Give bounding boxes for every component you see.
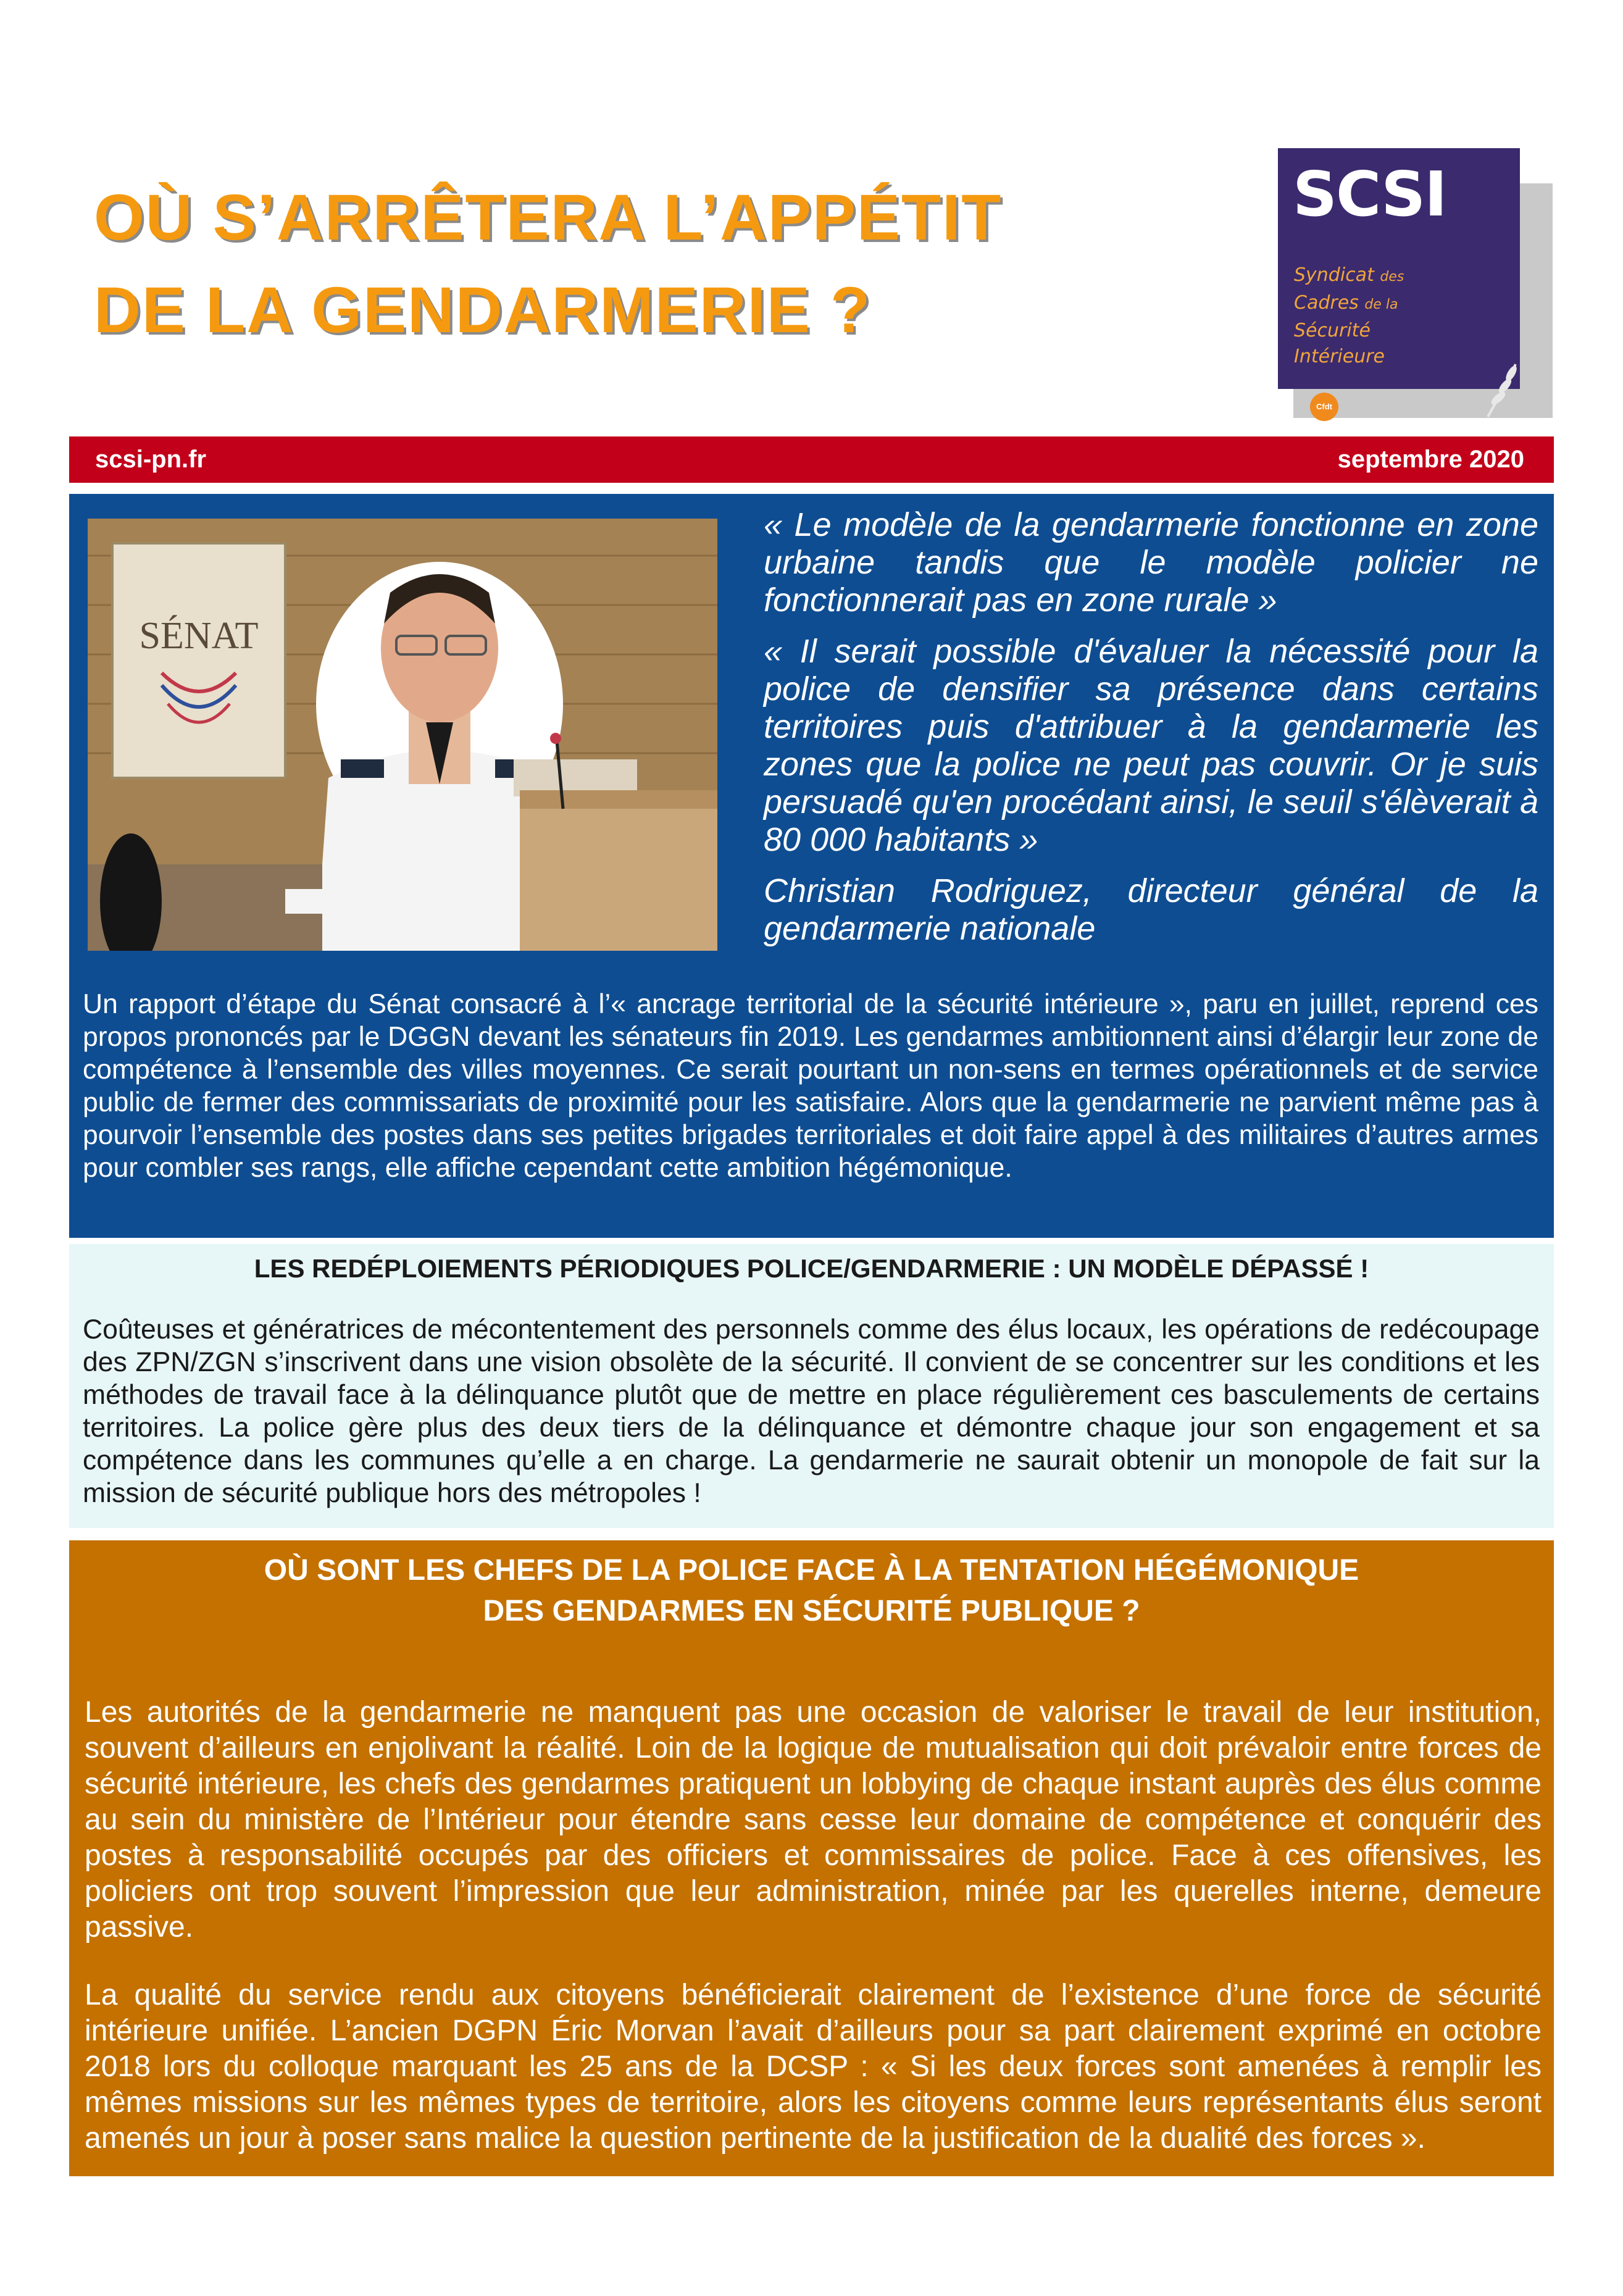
quote-2: « Il serait possible d'évaluer la nécessité pour la police de densifier sa présence dans certains territoires puis d'attribuer à la gendarmerie les zones que la police ne peut pas couvrir. Or je suis persuadé qu'en procédant ainsi, le seuil s'élèverait à 80 000 habitants » bbox=[764, 633, 1538, 858]
page-title bbox=[94, 172, 1267, 357]
site-link[interactable]: scsi-pn.fr bbox=[95, 446, 207, 473]
intro-section bbox=[69, 494, 1554, 1238]
redeployment-section bbox=[69, 1244, 1554, 1528]
intro-body: Un rapport d’étape du Sénat consacré à l’« ancrage territorial de la sécurité intérieure », paru en juillet, reprend ces propos prononcés par le DGGN devant les sénateurs fin 2019. Les gendarmes ambitionnent ainsi d’élargir leur zone de compétence à l’ensemble des villes moyennes. Ce serait pourtant un non-sens en termes opérationnels et de service public de fermer des commissariats de proximité pour les satisfaire. Alors que la gendarmerie ne parvient même pas à pourvoir l’ensemble des postes dans ses petites brigades territoriales et doit faire appel à des militaires d’autres armes pour combler ses rangs, elle affiche cependant cette ambition hégémonique. bbox=[83, 989, 1538, 1183]
laurel-icon bbox=[1482, 358, 1525, 420]
scsi-logo bbox=[1278, 148, 1520, 389]
logo-brand: SCSI bbox=[1293, 158, 1446, 230]
quote-attribution: Christian Rodriguez, directeur général de la gendarmerie nationale bbox=[764, 872, 1538, 947]
page-title-line-1: OÙ S’ARRÊTERA L’APPÉTIT bbox=[94, 182, 1003, 254]
police-chiefs-paragraph-1: Les autorités de la gendarmerie ne manquent pas une occasion de valoriser le travail de leur institution, souvent d’ailleurs en enjolivant la réalité. Loin de la logique de mutualisation qui doit prévaloir entre forces de sécurité intérieure, les chefs des gendarmes pratiquent un lobbying de chaque instant auprès des élus comme au sein du ministère de l’Intérieur pour étendre sans cesse leur domaine de compétence et conquérir des postes à responsabilité occupés par des officiers et commissaires de police. Face à ces offensives, les policiers ont trop souvent l’impression que leur administration, minée par les querelles interne, demeure passive. bbox=[85, 1696, 1542, 1943]
dggn-quotes bbox=[764, 506, 1538, 961]
quote-1: « Le modèle de la gendarmerie fonctionne en zone urbaine tandis que le modèle policier ne fonctionnerait pas en zone rurale » bbox=[764, 506, 1538, 619]
police-chiefs-heading: OÙ SONT LES CHEFS DE LA POLICE FACE À LA TENTATION HÉGÉMONIQUE DES GENDARMES EN SÉCURITÉ PUBLIQUE ? bbox=[264, 1554, 1359, 1627]
redeployment-heading: LES REDÉPLOIEMENTS PÉRIODIQUES POLICE/GENDARMERIE : UN MODÈLE DÉPASSÉ ! bbox=[254, 1254, 1369, 1283]
police-chiefs-paragraph-2: La qualité du service rendu aux citoyens bénéficierait clairement de l’existence d’une force de sécurité intérieure unifiée. L’ancien DGPN Éric Morvan l’avait d’ailleurs pour sa part clairement exprimé en octobre 2018 lors du colloque marquant les 25 ans de la DCSP : « Si les deux forces sont amenées à remplir les mêmes missions sur les mêmes types de territoire, alors les citoyens comme leurs représentants élus seront amenés un jour à poser sans malice la question pertinente de la justification de la dualité des forces ». bbox=[85, 1979, 1542, 2155]
police-chiefs-section bbox=[69, 1540, 1554, 2176]
police-chiefs-text bbox=[85, 1695, 1542, 2189]
issue-date: septembre 2020 bbox=[1337, 446, 1524, 473]
senate-sign-text: SÉNAT bbox=[139, 615, 259, 657]
header-band bbox=[69, 436, 1554, 483]
cfdt-badge: Cfdt bbox=[1310, 393, 1338, 421]
page-title-line-2: DE LA GENDARMERIE ? bbox=[94, 274, 872, 346]
senate-photo-illustration bbox=[88, 519, 717, 951]
redeployment-body: Coûteuses et génératrices de mécontentement des personnels comme des élus locaux, les opérations de redécoupage des ZPN/ZGN s’inscrivent dans une vision obsolète de la sécurité. Il convient de se concentrer sur les conditions et les méthodes de travail face à la délinquance plutôt que de mettre en place régulièrement ces basculements de certains territoires. La police gère plus des deux tiers de la délinquance et démontre chaque jour son engagement et sa compétence dans les communes qu’elle a en charge. La gendarmerie ne saurait obtenir un monopole de fait sur la mission de sécurité publique hors des métropoles ! bbox=[83, 1314, 1540, 1508]
senate-photo bbox=[88, 519, 717, 951]
logo-full-name: Syndicat des Cadres de la Sécurité Intérieure bbox=[1294, 264, 1404, 367]
